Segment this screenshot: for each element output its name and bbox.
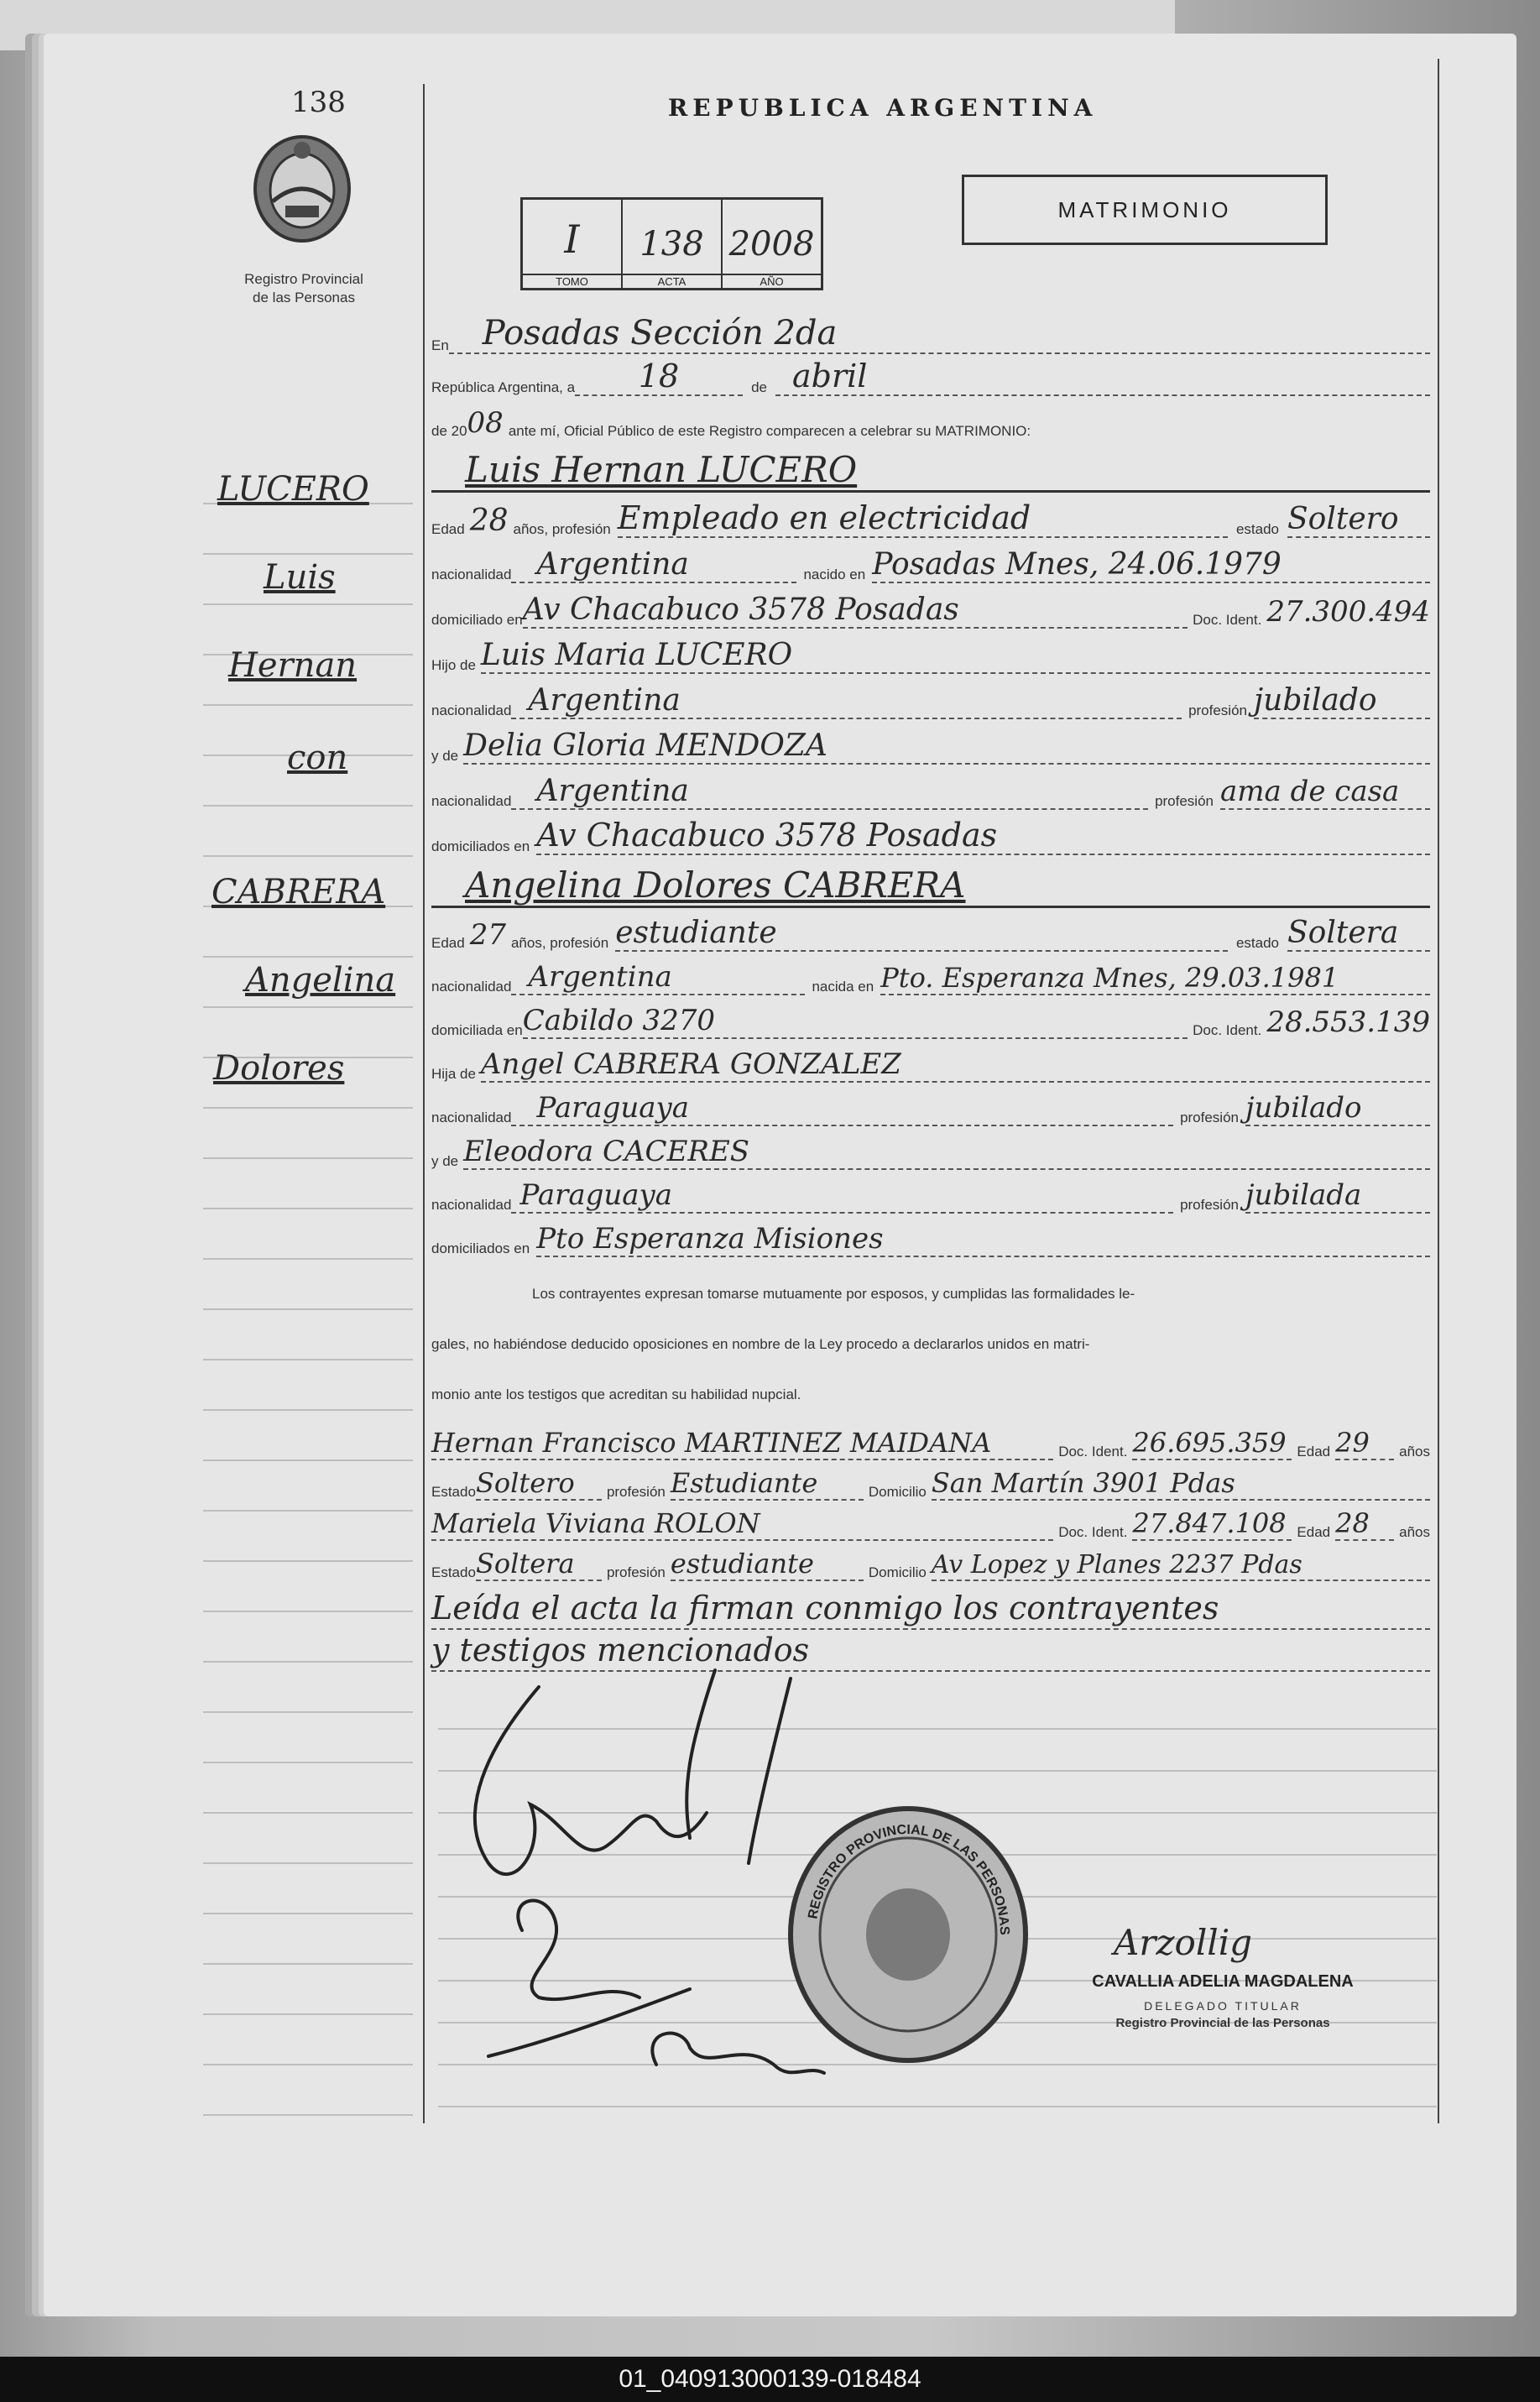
groom-estado-label: estado [1235,521,1279,537]
row-witness2-name [431,1501,1430,1541]
groom-nac-label: nacionalidad [431,567,512,582]
bride-address: Cabildo 3270 [523,1004,1188,1039]
groom-dom-label: domiciliado en [431,612,523,628]
row-groom-mother-nat [431,765,1430,810]
bride-dom-label: domiciliada en [431,1022,523,1038]
groom-mnat-label: nacionalidad [431,793,512,809]
groom-father: Luis Maria LUCERO [481,638,1430,674]
official-title: DELEGADO TITULAR [1144,1999,1302,2013]
anio-label: AÑO [723,274,821,288]
groom-fprof-label: profesión [1188,702,1247,718]
groom-edad-label: Edad [431,521,465,537]
bride-birthplace: Pto. Esperanza Mnes, 29.03.1981 [880,962,1430,995]
official-seal [782,1800,1034,2069]
groom-estado: Soltero [1287,502,1430,538]
coat-of-arms-emblem [248,130,357,248]
row-witness2-details [431,1541,1430,1581]
row-groom-name [431,440,1430,493]
seal-text: REGISTRO PROVINCIAL DE LAS PERSONAS [806,1822,1012,1935]
bride-estado: Soltera [1287,916,1430,952]
groom-age: 28 [469,504,509,538]
row-groom-mother [431,719,1430,765]
bride-yde-label: y de [431,1153,459,1169]
folio-number: 138 [291,86,346,119]
anio-value: 2008 [728,225,815,264]
tomo-value: I [564,217,580,262]
groom-nacido-label: nacido en [803,567,866,582]
country-header: REPUBLICA ARGENTINA [668,94,1098,122]
bride-hija-label: Hija de [431,1066,476,1082]
groom-parents-address: Av Chacabuco 3578 Posadas [536,817,1430,855]
groom-mother-nat: Argentina [511,774,1148,810]
witness1-dom-label: Domicilio [868,1484,927,1500]
row-bride-mother-nat [431,1170,1430,1214]
witness1-estado-label: Estado [431,1484,476,1500]
row-bride-nat [431,952,1430,995]
groom-pdom-label: domiciliados en [431,838,530,854]
margin-surname-groom: LUCERO [217,470,369,509]
row-witness1-name [431,1420,1430,1460]
row-bride-address [431,995,1430,1039]
witness2-anos-label: años [1399,1524,1430,1540]
groom-father-prof: jubilado [1254,683,1430,719]
registry-name-line2: de las Personas [253,290,355,305]
bride-nationality: Argentina [511,960,805,995]
margin-con: con [287,739,348,777]
bride-father: Angel CABRERA GONZALEZ [481,1047,1430,1083]
year-suffix: 08 [467,406,504,440]
ante-text: ante mí, Oficial Público de este Registro comparecen a celebrar su MATRIMONIO: [508,423,1031,439]
row-witness1-details [431,1460,1430,1501]
footer-code: 01_040913000139-018484 [0,2357,1540,2402]
row-date [431,354,1430,396]
groom-fnat-label: nacionalidad [431,702,512,718]
groom-mother-prof: ama de casa [1220,775,1430,810]
bride-pdom-label: domiciliados en [431,1240,530,1256]
witness1-doc: 26.695.359 [1132,1427,1292,1460]
year-prefix: de 20 [431,423,467,439]
tomo-label: TOMO [523,274,621,288]
matrimonio-box: MATRIMONIO [962,175,1328,245]
witness1-name: Hernan Francisco MARTINEZ MAIDANA [431,1427,1053,1460]
closing-line1: Leída el acta la firman conmigo los contrayentes [431,1588,1430,1630]
official-name: CAVALLIA ADELIA MAGDALENA [1092,1972,1354,1991]
place-value: Posadas Sección 2da [449,314,1430,354]
witness2-dom-label: Domicilio [868,1564,927,1580]
groom-hijo-label: Hijo de [431,657,476,673]
witness2-prof-label: profesión [606,1564,666,1580]
groom-profession: Empleado en electricidad [618,499,1228,538]
acta-value: 138 [639,225,704,264]
document-page [44,34,1517,2316]
day-value: 18 [575,358,743,396]
acta-body [431,311,1430,1672]
tomo-acta-anio-box [520,197,823,290]
margin-name-angelina: Angelina [245,961,396,1000]
month-value: abril [775,358,1430,396]
declaration-line2: gales, no habiéndose deducido oposiciones en nombre de la Ley procedo a declararlos unidos en matri- [431,1336,1090,1352]
groom-doc-label: Doc. Ident. [1193,612,1262,628]
witness2-edad-label: Edad [1297,1524,1331,1540]
margin-surname-bride: CABRERA [211,873,386,911]
row-groom-address [431,583,1430,629]
official-signature: Arzollig [1114,1922,1253,1963]
groom-name: Luis Hernan LUCERO [465,449,858,490]
witness1-prof-label: profesión [606,1484,666,1500]
witness2-estado-label: Estado [431,1564,476,1580]
witness1-edad-label: Edad [1297,1444,1331,1459]
row-bride-name [431,855,1430,908]
witness2-name: Mariela Viviana ROLON [431,1507,1053,1541]
witness2-doc: 27.847.108 [1132,1507,1292,1541]
witness2-address: Av Lopez y Planes 2237 Pdas [932,1550,1430,1581]
declaration-line3: monio ante los testigos que acreditan su habilidad nupcial. [431,1386,801,1402]
groom-birthplace: Posadas Mnes, 24.06.1979 [872,547,1430,583]
margin-name-hernan: Hernan [228,646,358,685]
row-groom-nat [431,538,1430,583]
row-groom-age [431,493,1430,538]
witness2-profession: estudiante [671,1548,864,1581]
groom-mother: Delia Gloria MENDOZA [463,728,1430,765]
groom-nationality: Argentina [511,547,796,583]
bride-nac-label: nacionalidad [431,979,512,995]
bride-doc-label: Doc. Ident. [1193,1022,1262,1038]
de-label: de [751,379,767,395]
witness1-estado: Soltero [476,1467,602,1501]
acta-label: ACTA [623,274,721,288]
republica-label: República Argentina, a [431,379,576,395]
groom-doc: 27.300.494 [1266,595,1430,629]
en-label: En [431,337,449,353]
registry-name-line1: Registro Provincial [244,271,363,287]
row-bride-father [431,1039,1430,1083]
row-groom-father [431,629,1430,674]
witness1-address: San Martín 3901 Pdas [932,1467,1430,1501]
bride-mother-nat: Paraguaya [511,1178,1173,1214]
witness1-age: 29 [1335,1427,1394,1460]
groom-yde-label: y de [431,748,459,764]
bride-edad-label: Edad [431,935,465,951]
bride-mother: Eleodora CACERES [463,1135,1430,1170]
witness1-profession: Estudiante [671,1467,864,1501]
row-bride-parents-address [431,1214,1430,1257]
row-place [431,311,1430,354]
bride-mprof-label: profesión [1180,1197,1239,1213]
row-bride-age [431,908,1430,952]
witness1-doc-label: Doc. Ident. [1058,1444,1128,1459]
bride-mother-prof: jubilada [1245,1178,1430,1214]
closing-line2: y testigos mencionados [431,1630,1430,1672]
bride-fprof-label: profesión [1180,1110,1239,1125]
groom-anos-label: años, profesión [513,521,611,537]
groom-father-nat: Argentina [511,683,1182,719]
margin-name-luis: Luis [264,558,336,597]
witness1-anos-label: años [1399,1444,1430,1459]
witness2-age: 28 [1335,1507,1394,1541]
row-year [431,396,1430,440]
bride-father-prof: jubilado [1245,1091,1430,1126]
bride-age: 27 [469,918,506,952]
witness2-doc-label: Doc. Ident. [1058,1524,1128,1540]
groom-mprof-label: profesión [1155,793,1214,809]
bride-mnat-label: nacionalidad [431,1197,512,1213]
bride-father-nat: Paraguaya [511,1091,1173,1126]
row-bride-mother [431,1126,1430,1170]
declaration [431,1269,1430,1420]
row-groom-parents-address [431,810,1430,855]
row-bride-father-nat [431,1083,1430,1126]
bride-profession: estudiante [615,916,1228,952]
bride-anos-label: años, profesión [510,935,609,951]
row-groom-father-nat [431,674,1430,719]
witness2-estado: Soltera [476,1548,602,1581]
bride-doc: 28.553.139 [1266,1005,1430,1039]
bride-nacida-label: nacida en [812,979,874,995]
bride-estado-label: estado [1235,935,1279,951]
bride-name: Angelina Dolores CABRERA [465,864,966,906]
bride-parents-address: Pto Esperanza Misiones [536,1222,1430,1257]
declaration-line1: Los contrayentes expresan tomarse mutuamente por esposos, y cumplidas las formalidades le- [532,1286,1135,1302]
bride-fnat-label: nacionalidad [431,1110,512,1125]
margin-name-dolores: Dolores [213,1049,345,1088]
official-registry: Registro Provincial de las Personas [1115,2016,1330,2030]
groom-address: Av Chacabuco 3578 Posadas [523,593,1188,629]
